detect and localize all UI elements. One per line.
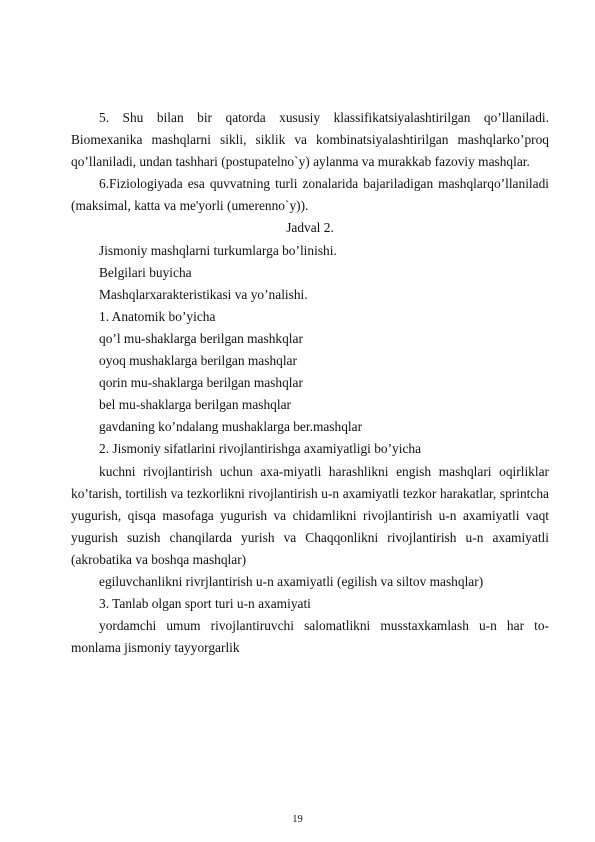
line-sport: 3. Tanlab olgan sport turi u-n axamiyati [99,596,311,612]
line-abdomen-muscles: qorin mu-shaklarga berilgan mashqlar [99,375,303,391]
paragraph-6: 6.Fiziologiyada esa quvvatning turli zonalarida bajariladigan mashqlarqo’llaniladi (maksimal, katta va me'yorli (umerenno`y)). [71,176,549,214]
line-arm-muscles: qo’l mu-shaklarga berilgan mashkqlar [99,330,303,346]
line-belgilari: Belgilari buyicha [99,264,192,280]
line-title: Jismoniy mashqlarni turkumlarga bo’linishi. [99,242,337,258]
line-physical-qualities: 2. Jismoniy sifatlarini rivojlantirishga axamiyatligi bo’yicha [99,441,422,457]
paragraph-quality: kuchni rivojlantirish uchun axa-miyatli harashlikni engish mashqlari oqirliklar ko’tarish, tortilish va tezkorlikni rivojlantirish u-n axamiyatli tezkor harakatlar, sprintcha yugurish, qisqa masofaga yugurish va chidamlikni rivojlantirish u-n axamiyatli vaqt yugurish suzish chanqilarda yurish va Chaqqonlikni rivojlantirish u-n axamiyatli (akrobatika va boshqa mashqlar) [71,463,549,567]
paragraph-general: yordamchi umum rivojlantiruvchi salomatlikni musstaxkamlash u-n har to-monlama jismoniy tayyorgarlik [71,618,549,656]
line-flexibility: egiluvchanlikni rivrjlantirish u-n axamiyatli (egilish va siltov mashqlar) [99,573,484,589]
line-trunk-muscles: gavdaning ko’ndalang mushaklarga ber.mashqlar [99,419,363,435]
paragraph-5: 5. Shu bilan bir qatorda xususiy klassifikatsiyalashtirilgan qo’llaniladi. Biomexanika mashqlarni sikli, siklik va kombinatsiyalashtirilgan mashqlarko’proq qo’llaniladi, undan tashhari (postupatelno`y) aylanma va murakkab fazoviy mashqlar. [71,110,549,170]
page-number: 19 [292,814,303,825]
line-leg-muscles: oyoq mushaklarga berilgan mashqlar [99,353,297,369]
line-back-muscles: bel mu-shaklarga berilgan mashqlar [99,397,291,413]
line-characteristics: Mashqlarxarakteristikasi va yo’nalishi. [99,286,308,302]
line-anatomic: 1. Anatomik bo’yicha [99,308,216,324]
table-caption: Jadval 2. [286,220,334,236]
document-body [71,107,549,659]
